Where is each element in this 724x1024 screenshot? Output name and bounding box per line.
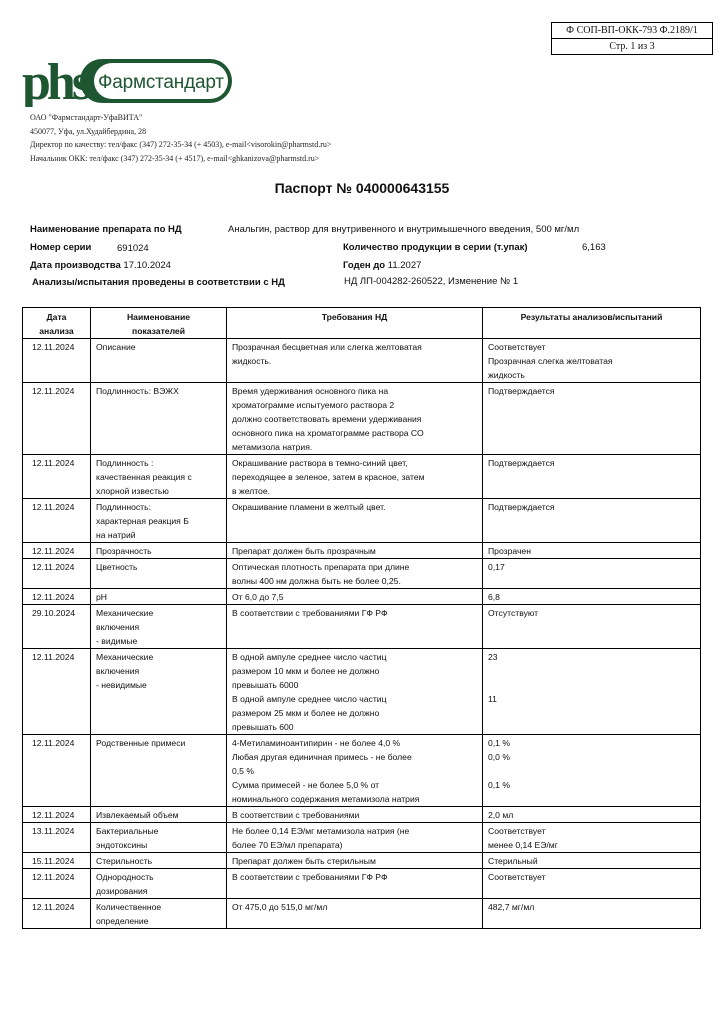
table-row [23, 735, 701, 807]
table-row [23, 499, 701, 543]
table-row [23, 339, 701, 383]
cell-result: 6,8 [483, 589, 701, 605]
qc-head-contact: Начальник ОКК: тел/факс (347) 272-35-34 (+ 4517), e-mail<ghkanizova@pharmstd.ru> [30, 153, 320, 163]
cell-result: Подтверждается [483, 383, 701, 455]
svg-text:phs: phs [22, 55, 89, 107]
cell-parameter: Подлинность: ВЭЖХ [91, 383, 227, 455]
cell-parameter: Стерильность [91, 853, 227, 869]
cell-result: 482,7 мг/мл [483, 899, 701, 929]
table-row [23, 543, 701, 559]
cell-parameter: Количественное определение [91, 899, 227, 929]
cell-parameter: Описание [91, 339, 227, 383]
cell-result: Соответствует Прозрачная слегка желтоватая жидкость [483, 339, 701, 383]
cell-requirement: Окрашивание раствора в темно-синий цвет, переходящее в зеленое, затем в красное, затем в желтое. [227, 455, 483, 499]
form-code: Ф СОП-ВП-ОКК-793 Ф.2189/1 [566, 25, 698, 36]
cell-parameter: Механические включения - видимые [91, 605, 227, 649]
cell-result: Соответствует [483, 869, 701, 899]
cell-result: Отсутствуют [483, 605, 701, 649]
cell-date: 12.11.2024 [23, 735, 91, 807]
table-row [23, 455, 701, 499]
cell-parameter: Бактериальные эндотоксины [91, 823, 227, 853]
cell-date: 12.11.2024 [23, 383, 91, 455]
cell-requirement: В соответствии с требованиями [227, 807, 483, 823]
cell-result: 0,17 [483, 559, 701, 589]
expiry-value: 11.2027 [387, 260, 422, 271]
cell-requirement: В соответствии с требованиями ГФ РФ [227, 605, 483, 649]
cell-result: 23 11 [483, 649, 701, 735]
table-row [23, 899, 701, 929]
cell-parameter: Цветность [91, 559, 227, 589]
cell-requirement: От 475,0 до 515,0 мг/мл [227, 899, 483, 929]
nd-label: Анализы/испытания проведены в соответствии с НД [32, 277, 285, 288]
quality-director-contact: Директор по качеству: тел/факс (347) 272-35-34 (+ 4503), e-mail<visorokin@pharmstd.ru> [30, 140, 332, 149]
cell-result: Стерильный [483, 853, 701, 869]
analysis-table [22, 307, 701, 929]
cell-date: 12.11.2024 [23, 339, 91, 383]
header-requirements: Требования НД [227, 308, 483, 339]
cell-requirement: Прозрачная бесцветная или слегка желтоватая жидкость. [227, 339, 483, 383]
nd-value: НД ЛП-004282-260522, Изменение № 1 [344, 276, 519, 287]
table-row [23, 807, 701, 823]
quantity-value: 6,163 [582, 242, 606, 253]
page-title: Паспорт № 040000643155 [274, 180, 450, 196]
cell-date: 12.11.2024 [23, 543, 91, 559]
cell-parameter: Подлинность: характерная реакция Б на натрий [91, 499, 227, 543]
cell-parameter: Родственные примеси [91, 735, 227, 807]
cell-date: 12.11.2024 [23, 649, 91, 735]
cell-parameter: Однородность дозирования [91, 869, 227, 899]
cell-date: 12.11.2024 [23, 455, 91, 499]
table-row [23, 605, 701, 649]
table-row [23, 649, 701, 735]
cell-date: 12.11.2024 [23, 559, 91, 589]
cell-requirement: От 6,0 до 7,5 [227, 589, 483, 605]
cell-result: Соответствует менее 0,14 ЕЭ/мг [483, 823, 701, 853]
cell-result: 0,1 % 0,0 % 0,1 % [483, 735, 701, 807]
cell-requirement: Препарат должен быть прозрачным [227, 543, 483, 559]
expiry-label: Годен до [343, 260, 386, 271]
mfg-date [30, 260, 171, 271]
cell-date: 12.11.2024 [23, 869, 91, 899]
table-row [23, 559, 701, 589]
product-label: Наименование препарата по НД [30, 224, 182, 235]
cell-requirement: Не более 0,14 ЕЭ/мг метамизола натрия (не более 70 ЕЭ/мл препарата) [227, 823, 483, 853]
batch-label: Номер серии [30, 242, 92, 253]
form-code-box [551, 22, 713, 55]
table-header [23, 308, 701, 339]
cell-requirement: 4-Метиламиноантипирин - не более 4,0 % Любая другая единичная примесь - не более 0,5 % Сумма примесей - не более 5,0 % от номинального содержания метамизола натрия [227, 735, 483, 807]
cell-date: 12.11.2024 [23, 807, 91, 823]
cell-date: 12.11.2024 [23, 589, 91, 605]
cell-date: 12.11.2024 [23, 499, 91, 543]
svg-text:Фармстандарт: Фармстандарт [98, 72, 224, 93]
cell-result: 2,0 мл [483, 807, 701, 823]
expiry [343, 260, 421, 271]
mfg-date-value: 17.10.2024 [123, 260, 171, 271]
product-value: Анальгин, раствор для внутривенного и внутримышечного введения, 500 мг/мл [228, 224, 580, 235]
table-row [23, 823, 701, 853]
header-results: Результаты анализов/испытаний [483, 308, 701, 339]
company-address: 450077, Уфа, ул.Худайбердина, 28 [30, 126, 147, 136]
cell-requirement: В одной ампуле среднее число частиц размером 10 мкм и более не должно превышать 6000 В одной ампуле среднее число частиц размером 25 мкм и более не должно превышать 600 [227, 649, 483, 735]
cell-result: Подтверждается [483, 499, 701, 543]
cell-requirement: Окрашивание пламени в желтый цвет. [227, 499, 483, 543]
cell-parameter: Механические включения - невидимые [91, 649, 227, 735]
table-row [23, 869, 701, 899]
table-row [23, 853, 701, 869]
company-name: ОАО "Фармстандарт-УфаВИТА" [30, 113, 143, 122]
quantity-label: Количество продукции в серии (т.упак) [343, 242, 528, 253]
page-info: Стр. 1 из 3 [552, 38, 712, 54]
mfg-date-label: Дата производства [30, 260, 121, 271]
company-logo [22, 55, 234, 107]
cell-requirement: Препарат должен быть стерильным [227, 853, 483, 869]
cell-requirement: Оптическая плотность препарата при длине волны 400 нм должна быть не более 0,25. [227, 559, 483, 589]
cell-date: 29.10.2024 [23, 605, 91, 649]
header-date: Дата анализа [23, 308, 91, 339]
company-info [30, 111, 331, 165]
cell-parameter: Прозрачность [91, 543, 227, 559]
header-parameter: Наименование показателей [91, 308, 227, 339]
cell-date: 12.11.2024 [23, 899, 91, 929]
batch-value: 691024 [117, 243, 149, 254]
cell-date: 15.11.2024 [23, 853, 91, 869]
cell-parameter: Извлекаемый объем [91, 807, 227, 823]
cell-result: Прозрачен [483, 543, 701, 559]
cell-result: Подтверждается [483, 455, 701, 499]
table-row [23, 589, 701, 605]
table-row [23, 383, 701, 455]
cell-parameter: pH [91, 589, 227, 605]
cell-requirement: Время удерживания основного пика на хроматограмме испытуемого раствора 2 должно соответствовать времени удерживания основного пика на хроматограмме раствора СО метамизола натрия. [227, 383, 483, 455]
cell-requirement: В соответствии с требованиями ГФ РФ [227, 869, 483, 899]
cell-parameter: Подлинность : качественная реакция с хлорной известью [91, 455, 227, 499]
table-body [23, 339, 701, 929]
cell-date: 13.11.2024 [23, 823, 91, 853]
